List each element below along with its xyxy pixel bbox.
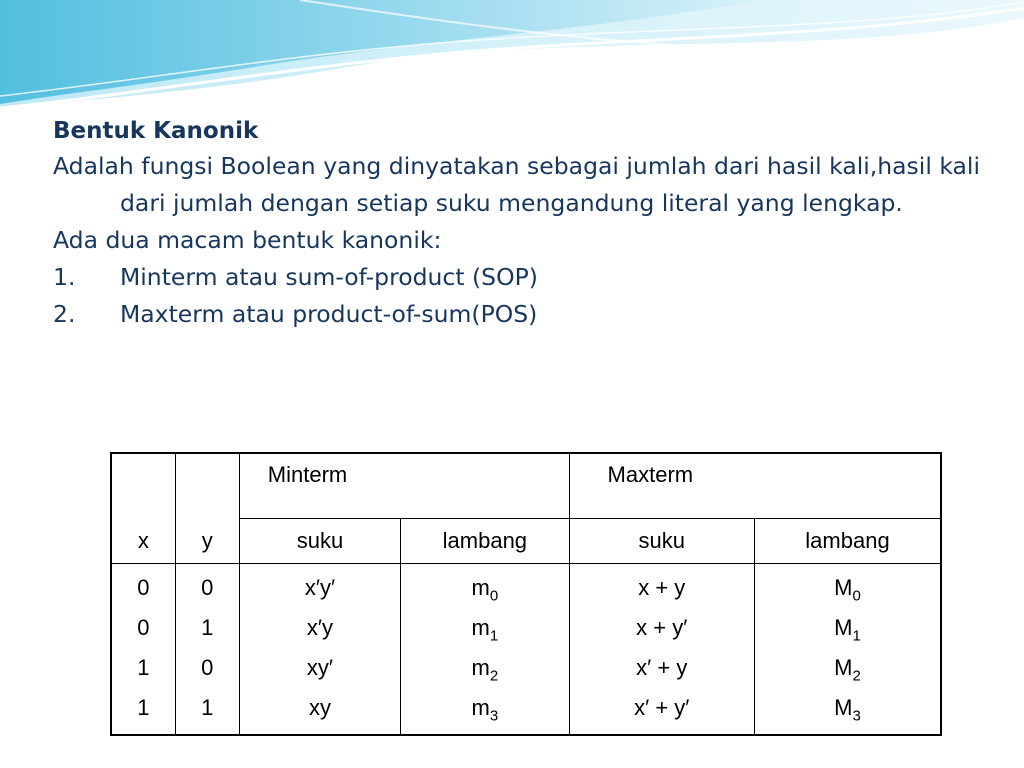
minterm-term: xy′ <box>306 655 334 680</box>
table-data-row <box>111 564 941 736</box>
y-value: 0 <box>201 655 214 680</box>
minterm-term: x′y′ <box>304 575 336 600</box>
symbol-letter: m <box>471 615 490 640</box>
minterm-group-header: Minterm <box>239 453 569 519</box>
decorative-wave-banner <box>0 0 1024 120</box>
minterm-lambang-header: lambang <box>401 519 569 564</box>
list-number: 2. <box>53 300 76 328</box>
maxterm-lambang-cell <box>754 564 941 736</box>
maxterm-group-header: Maxterm <box>569 453 941 519</box>
list-text: Maxterm atau product-of-sum(POS) <box>120 300 538 328</box>
x-header-top <box>111 453 175 519</box>
minterm-lambang-cell <box>401 564 569 736</box>
symbol-index: 2 <box>852 667 861 685</box>
list-item <box>53 259 980 296</box>
symbol-index: 1 <box>489 627 499 645</box>
maxterm-symbol <box>755 574 940 614</box>
symbol-index: 2 <box>489 667 499 685</box>
minterm-term: xy <box>308 695 331 720</box>
y-header-top <box>175 453 239 519</box>
list-text: Minterm atau sum-of-product (SOP) <box>120 263 538 291</box>
y-column-header: y <box>175 519 239 564</box>
maxterm-symbol <box>755 694 940 734</box>
maxterm-symbol <box>755 614 940 654</box>
maxterm-term: x + y′ <box>636 615 688 640</box>
maxterm-lambang-header: lambang <box>754 519 941 564</box>
x-value: 0 <box>137 575 150 600</box>
table-subheader-row <box>111 519 941 564</box>
list-number: 1. <box>53 263 76 291</box>
maxterm-term: x′ + y <box>636 655 688 680</box>
table-header-row <box>111 453 941 519</box>
minterm-term: x′y <box>306 615 334 640</box>
symbol-index: 1 <box>852 627 861 645</box>
y-value: 1 <box>201 695 214 720</box>
slide-heading: Bentuk Kanonik <box>53 118 259 144</box>
maxterm-term: x′ + y′ <box>634 695 690 720</box>
y-values-cell <box>175 564 239 736</box>
maxterm-suku-cell <box>569 564 754 736</box>
y-value: 0 <box>201 575 214 600</box>
symbol-index: 0 <box>852 587 861 605</box>
x-column-header: x <box>111 519 175 564</box>
symbol-letter: M <box>834 575 853 600</box>
symbol-letter: M <box>834 655 853 680</box>
intro-line: Ada dua macam bentuk kanonik: <box>53 226 442 254</box>
minterm-symbol <box>401 574 568 614</box>
minterm-suku-header: suku <box>239 519 400 564</box>
symbol-letter: m <box>471 575 490 600</box>
symbol-letter: M <box>834 615 853 640</box>
x-value: 0 <box>137 615 150 640</box>
x-value: 1 <box>137 655 150 680</box>
symbol-letter: M <box>834 695 853 720</box>
x-values-cell <box>111 564 175 736</box>
minterm-symbol <box>401 614 568 654</box>
definition-paragraph: Adalah fungsi Boolean yang dinyatakan sebagai jumlah dari hasil kali,hasil kali dari jumlah dengan setiap suku mengandung literal yang lengkap. <box>53 152 980 217</box>
list-item <box>53 296 980 333</box>
minterm-suku-cell <box>239 564 400 736</box>
symbol-index: 0 <box>489 587 499 605</box>
y-value: 1 <box>201 615 214 640</box>
symbol-index: 3 <box>489 707 499 725</box>
symbol-letter: m <box>471 655 490 680</box>
symbol-letter: m <box>471 695 490 720</box>
minterm-maxterm-table <box>110 452 942 736</box>
symbol-index: 3 <box>852 707 861 725</box>
minterm-symbol <box>401 654 568 694</box>
maxterm-suku-header: suku <box>569 519 754 564</box>
minterm-symbol <box>401 694 568 734</box>
maxterm-symbol <box>755 654 940 694</box>
maxterm-term: x + y <box>638 575 686 600</box>
body-text <box>53 115 980 333</box>
x-value: 1 <box>137 695 150 720</box>
